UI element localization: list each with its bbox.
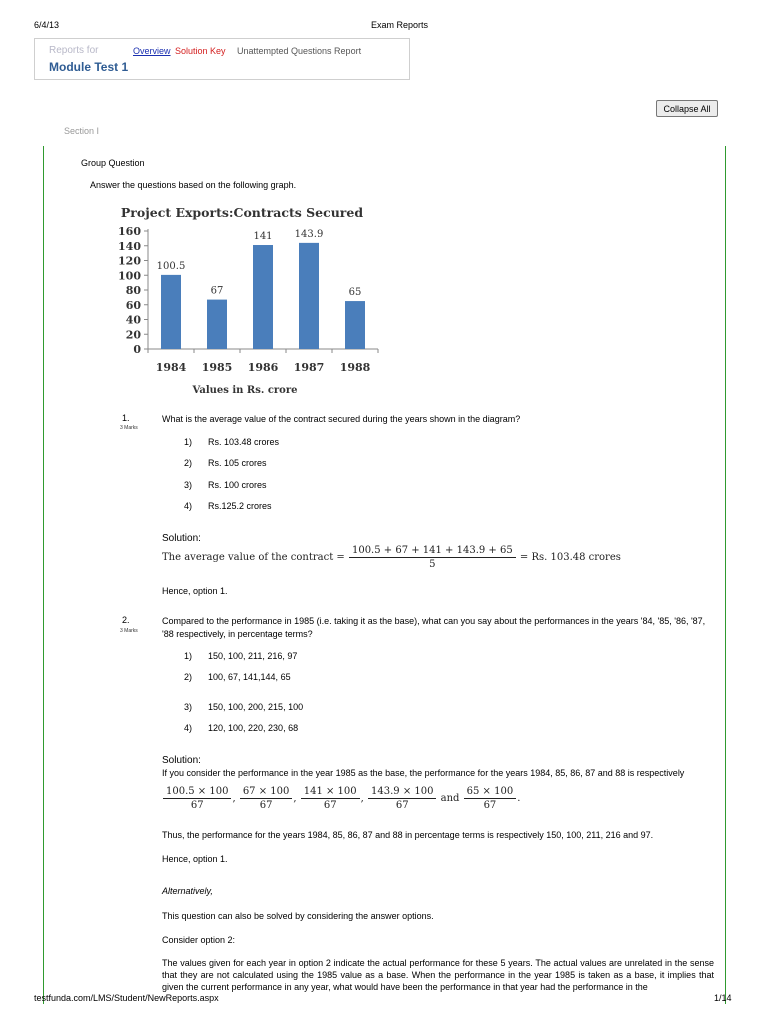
q1-option-number: 1) — [184, 437, 193, 447]
chart-y-tick-label: 0 — [133, 343, 141, 356]
print-date: 6/4/13 — [34, 20, 60, 30]
unattempted-questions-link[interactable]: Unattempted Questions Report — [237, 46, 362, 56]
chart-y-tick-label: 160 — [118, 225, 141, 238]
q2-fraction-denominator: 67 — [190, 800, 204, 811]
q1-formula-rhs: = Rs. 103.48 crores — [519, 552, 621, 563]
chart-x-tick-label: 1987 — [293, 361, 325, 374]
chart-bar — [299, 243, 319, 349]
q2-option-text: 150, 100, 200, 215, 100 — [208, 702, 304, 712]
chart-bar — [207, 300, 227, 349]
q2-fraction-denominator: 67 — [323, 800, 337, 811]
chart-y-tick-label: 100 — [118, 269, 141, 283]
q2-text: Compared to the performance in 1985 (i.e. taking it as the base), what can you say about the performances in the years '84, '85, '86, '87, '88 respectively, in percentage terms? — [162, 616, 706, 639]
q2-number: 2. — [122, 615, 130, 625]
q1-option-number: 3) — [184, 480, 193, 490]
group-question-title: Group Question — [81, 158, 145, 168]
q2-option-number: 4) — [184, 723, 193, 733]
q1-conclusion: Hence, option 1. — [162, 586, 228, 596]
q2-option-number: 2) — [184, 672, 193, 682]
q2-alt-text: This question can also be solved by considering the answer options. — [162, 911, 434, 921]
q1-number: 1. — [122, 413, 130, 423]
reports-for-label: Reports for — [49, 45, 99, 56]
chart-y-tick-label: 140 — [118, 239, 141, 253]
section-border-left — [43, 146, 44, 1004]
chart-x-tick-label: 1984 — [155, 361, 187, 374]
report-header-box — [34, 38, 410, 80]
q2-fraction-numerator: 65 × 100 — [464, 786, 517, 799]
footer-url: testfunda.com/LMS/Student/NewReports.aspx — [34, 993, 219, 1003]
q2-fraction-numerator: 67 × 100 — [240, 786, 293, 799]
q1-formula-numerator: 100.5 + 67 + 141 + 143.9 + 65 — [349, 545, 516, 558]
q1-formula-denominator: 5 — [429, 559, 436, 570]
chart-bar — [161, 275, 181, 349]
q1-option-text: Rs. 100 crores — [208, 480, 267, 490]
q2-fraction — [163, 786, 231, 811]
footer-page-number: 1/14 — [714, 993, 732, 1003]
chart-data-label: 143.9 — [294, 228, 324, 240]
q1-formula — [162, 545, 621, 570]
q2-fraction — [368, 786, 436, 811]
solution-key-link[interactable]: Solution Key — [175, 46, 226, 56]
q2-option-text: 150, 100, 211, 216, 97 — [208, 651, 298, 661]
q2-fraction-denominator: 67 — [483, 800, 497, 811]
chart-x-tick-label: 1986 — [247, 361, 279, 374]
q2-marks: 3 Marks — [120, 628, 138, 634]
q1-option-number: 2) — [184, 458, 193, 468]
q2-explanation-paragraph: The values given for each year in option 2 indicate the actual performance for these 5 years. The actual values are unrelated in the sense that they are not calculated using the 1985 value as a base. When the performance in the year 1985 is taken as a base, it implies that given the current performance in any year, what would have been the performance in that year had the performance in the — [162, 958, 714, 992]
collapse-all-button[interactable]: Collapse All — [656, 100, 718, 117]
q1-marks: 3 Marks — [120, 425, 138, 431]
chart-bar — [253, 245, 273, 349]
chart-title: Project Exports:Contracts Secured — [120, 205, 364, 220]
q2-alternatively: Alternatively, — [162, 886, 213, 896]
section-label: Section I — [64, 126, 100, 136]
chart-x-tick-label: 1985 — [201, 361, 233, 374]
chart-y-tick-label: 60 — [125, 298, 141, 312]
section-border-right — [725, 146, 726, 1004]
q1-formula-lhs: The average value of the contract = — [162, 552, 345, 563]
q2-option-text: 120, 100, 220, 230, 68 — [208, 723, 299, 733]
bar-chart — [110, 201, 382, 401]
chart-data-label: 67 — [210, 285, 224, 297]
q1-solution-label: Solution: — [162, 533, 201, 544]
chart-data-label: 141 — [253, 231, 273, 243]
chart-bar — [345, 301, 365, 349]
chart-x-axis-label: Values in Rs. crore — [192, 385, 298, 396]
q2-fraction — [464, 786, 517, 811]
q1-option-text: Rs. 105 crores — [208, 458, 267, 468]
q2-thus-text: Thus, the performance for the years 1984, 85, 86, 87 and 88 in percentage terms is respectively 150, 100, 211, 216 and 97. — [162, 830, 654, 840]
print-title: Exam Reports — [371, 20, 429, 30]
group-instruction: Answer the questions based on the following graph. — [90, 180, 297, 190]
q1-option-text: Rs.125.2 crores — [208, 501, 272, 511]
q2-solution-label: Solution: — [162, 755, 201, 766]
q2-option-text: 100, 67, 141,144, 65 — [208, 672, 291, 682]
q2-fraction-numerator: 141 × 100 — [301, 786, 360, 799]
q2-consider-option: Consider option 2: — [162, 935, 236, 945]
q1-option-number: 4) — [184, 501, 193, 511]
q2-fraction-numerator: 143.9 × 100 — [368, 786, 436, 799]
q1-option-text: Rs. 103.48 crores — [208, 437, 280, 447]
chart-y-tick-label: 120 — [118, 254, 141, 268]
q2-fraction — [301, 786, 360, 811]
module-title: Module Test 1 — [49, 60, 129, 74]
q1-text: What is the average value of the contract secured during the years shown in the diagram? — [162, 414, 521, 424]
q1-formula-fraction — [349, 545, 516, 570]
q2-solution-intro: If you consider the performance in the year 1985 as the base, the performance for the years 1984, 85, 86, 87 and 88 is respectively — [162, 768, 685, 778]
q2-fraction — [240, 786, 293, 811]
overview-link[interactable]: Overview — [133, 46, 171, 56]
chart-x-tick-label: 1988 — [339, 361, 371, 374]
chart-data-label: 100.5 — [156, 260, 186, 272]
chart-y-tick-label: 20 — [125, 328, 141, 342]
q2-fraction-denominator: 67 — [259, 800, 273, 811]
q2-and-word: and — [440, 793, 460, 804]
q2-fraction-denominator: 67 — [395, 800, 409, 811]
q2-option-number: 1) — [184, 651, 193, 661]
q2-option-number: 3) — [184, 702, 193, 712]
chart-y-tick-label: 40 — [125, 313, 141, 327]
q2-conclusion: Hence, option 1. — [162, 854, 228, 864]
q2-fraction-list: $\frac{100.5 \times 100}{67}$ , $\frac{67 \times 100}{67}$ , $\frac{141 \times 100}{67}$ , $\frac{143.9 \times 100}{67}$ and $\frac{65 \times 100}{67}$ . — [162, 786, 520, 811]
chart-y-tick-label: 80 — [125, 284, 141, 297]
q2-fraction-numerator: 100.5 × 100 — [163, 786, 231, 799]
chart-data-label: 65 — [348, 287, 362, 299]
